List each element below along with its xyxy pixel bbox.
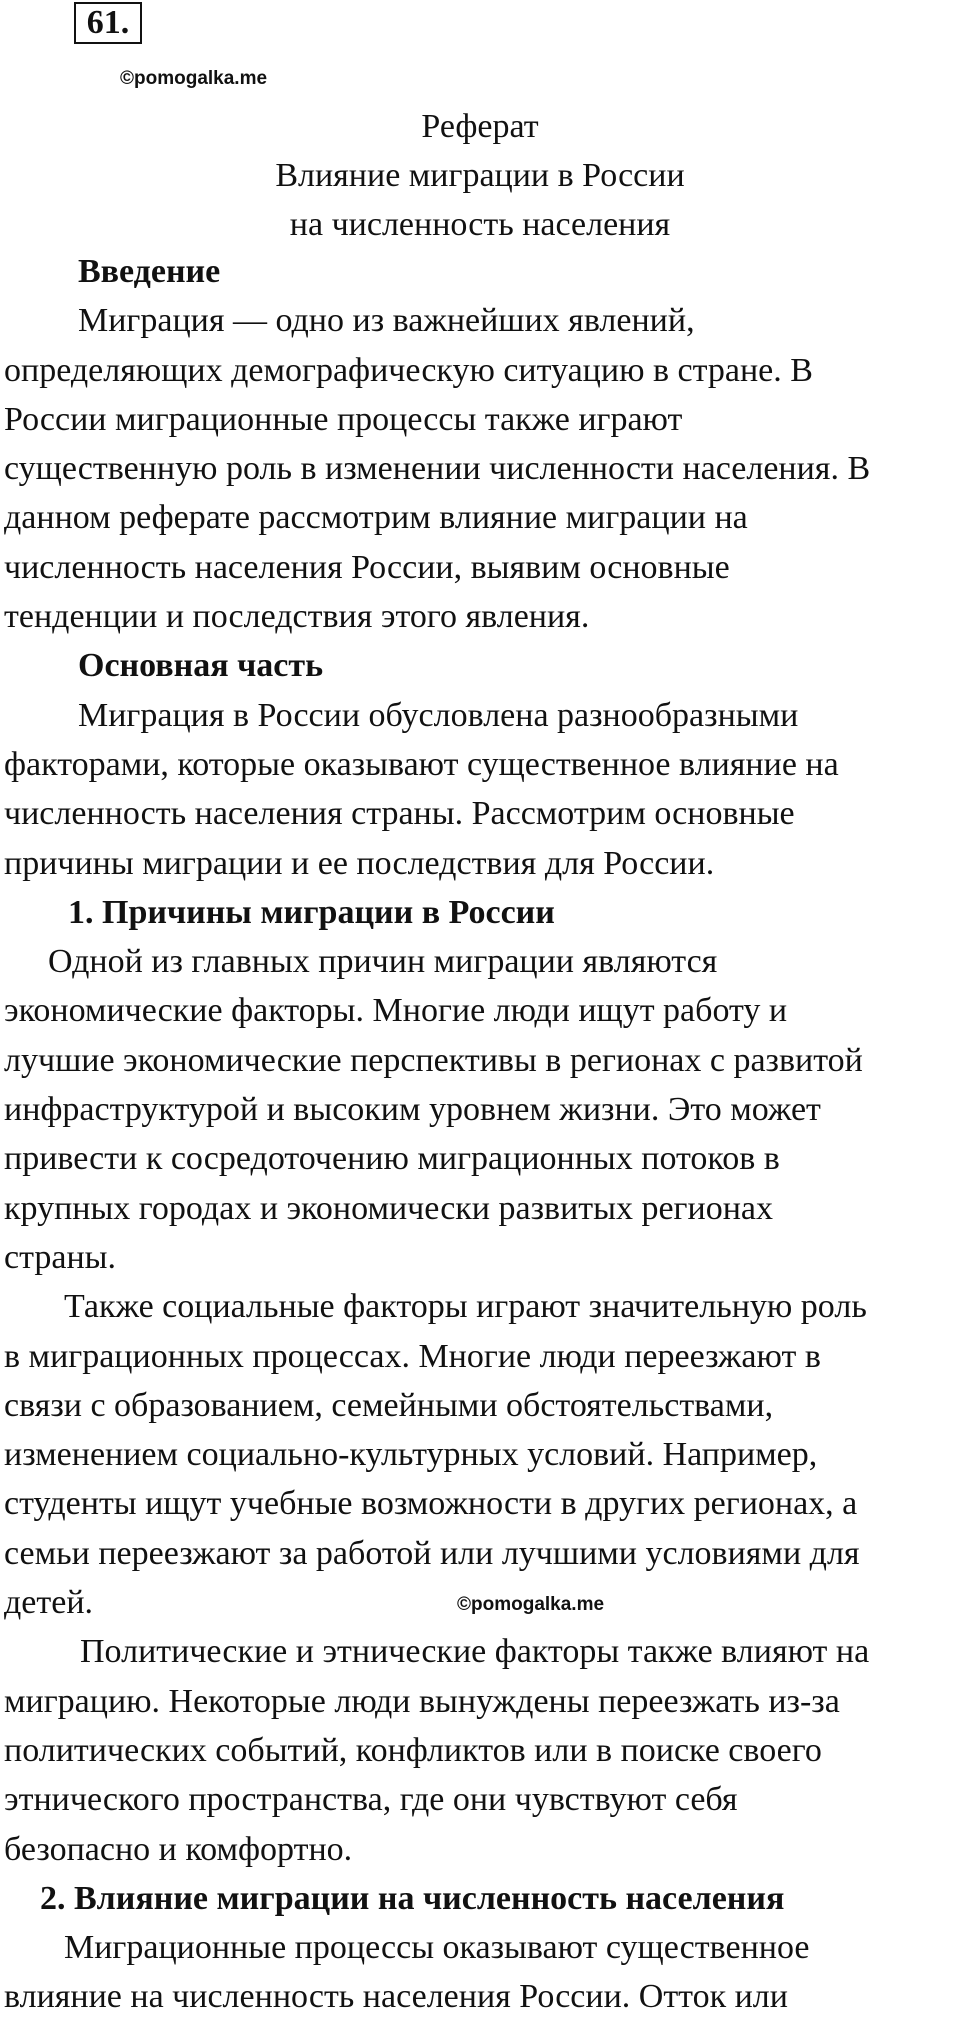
text-line: страны. bbox=[4, 1238, 116, 1276]
text-line: связи с образованием, семейными обстоятельствами, bbox=[4, 1386, 774, 1424]
text-line: Политические и этнические факторы также влияют на bbox=[80, 1633, 870, 1671]
document-title bbox=[0, 102, 960, 249]
text-line: политических событий, конфликтов или в поиске своего bbox=[4, 1731, 822, 1769]
text-line: изменением социально-культурных условий. Например, bbox=[4, 1436, 818, 1474]
text-line: Миграционные процессы оказывают существенное bbox=[64, 1929, 810, 1967]
title-line-2: Влияние миграции в России bbox=[275, 157, 685, 194]
text-line: детей. bbox=[4, 1584, 94, 1622]
title-line-3: на численность населения bbox=[289, 206, 671, 243]
text-line: данном реферате рассмотрим влияние миграции на bbox=[4, 499, 748, 537]
text-line: инфраструктурой и высоким уровнем жизни. Это может bbox=[4, 1091, 821, 1129]
text-line: крупных городах и экономически развитых регионах bbox=[4, 1189, 773, 1227]
text-line: семьи переезжают за работой или лучшими условиями для bbox=[4, 1534, 860, 1572]
text-line: Одной из главных причин миграции являются bbox=[48, 943, 718, 981]
watermark-middle: ©pomogalka.me bbox=[457, 1594, 605, 1615]
text-line: Миграция — одно из важнейших явлений, bbox=[78, 302, 695, 340]
text-line: факторами, которые оказывают существенное влияние на bbox=[4, 745, 839, 783]
text-line: численность населения страны. Рассмотрим основные bbox=[4, 795, 795, 833]
text-line: Также социальные факторы играют значительную роль bbox=[64, 1288, 867, 1326]
watermark-top: ©pomogalka.me bbox=[120, 68, 268, 89]
text-line: существенную роль в изменении численности населения. В bbox=[4, 450, 871, 488]
text-line: определяющих демографическую ситуацию в стране. В bbox=[4, 351, 813, 389]
main-heading: Основная часть bbox=[78, 647, 324, 685]
text-line: причины миграции и ее последствия для России. bbox=[4, 844, 715, 882]
text-line: миграцию. Некоторые люди вынуждены переезжать из-за bbox=[4, 1682, 840, 1720]
text-line: Миграция в России обусловлена разнообразными bbox=[78, 696, 799, 734]
text-line: привести к сосредоточению миграционных потоков в bbox=[4, 1140, 780, 1178]
section1-heading: 1. Причины миграции в России bbox=[68, 893, 555, 931]
text-line: численность населения России, выявим основные bbox=[4, 548, 730, 586]
task-number: 61. bbox=[86, 4, 130, 41]
text-line: лучшие экономические перспективы в регионах с развитой bbox=[4, 1041, 863, 1079]
document-body bbox=[4, 247, 956, 2022]
text-line: тенденции и последствия этого явления. bbox=[4, 598, 590, 636]
section2-heading: 2. Влияние миграции на численность населения bbox=[40, 1879, 785, 1917]
text-line: экономические факторы. Многие люди ищут работу и bbox=[4, 992, 788, 1030]
intro-heading: Введение bbox=[78, 253, 221, 290]
task-number-box bbox=[74, 2, 142, 44]
text-line: России миграционные процессы также играют bbox=[4, 400, 683, 438]
text-line: безопасно и комфортно. bbox=[4, 1830, 353, 1868]
text-line: студенты ищут учебные возможности в других регионах, а bbox=[4, 1485, 858, 1523]
title-line-1: Реферат bbox=[421, 108, 539, 145]
text-line: этнического пространства, где они чувствуют себя bbox=[4, 1781, 738, 1819]
text-line: в миграционных процессах. Многие люди переезжают в bbox=[4, 1337, 821, 1375]
text-line: влияние на численность населения России. Отток или bbox=[4, 1978, 788, 2016]
